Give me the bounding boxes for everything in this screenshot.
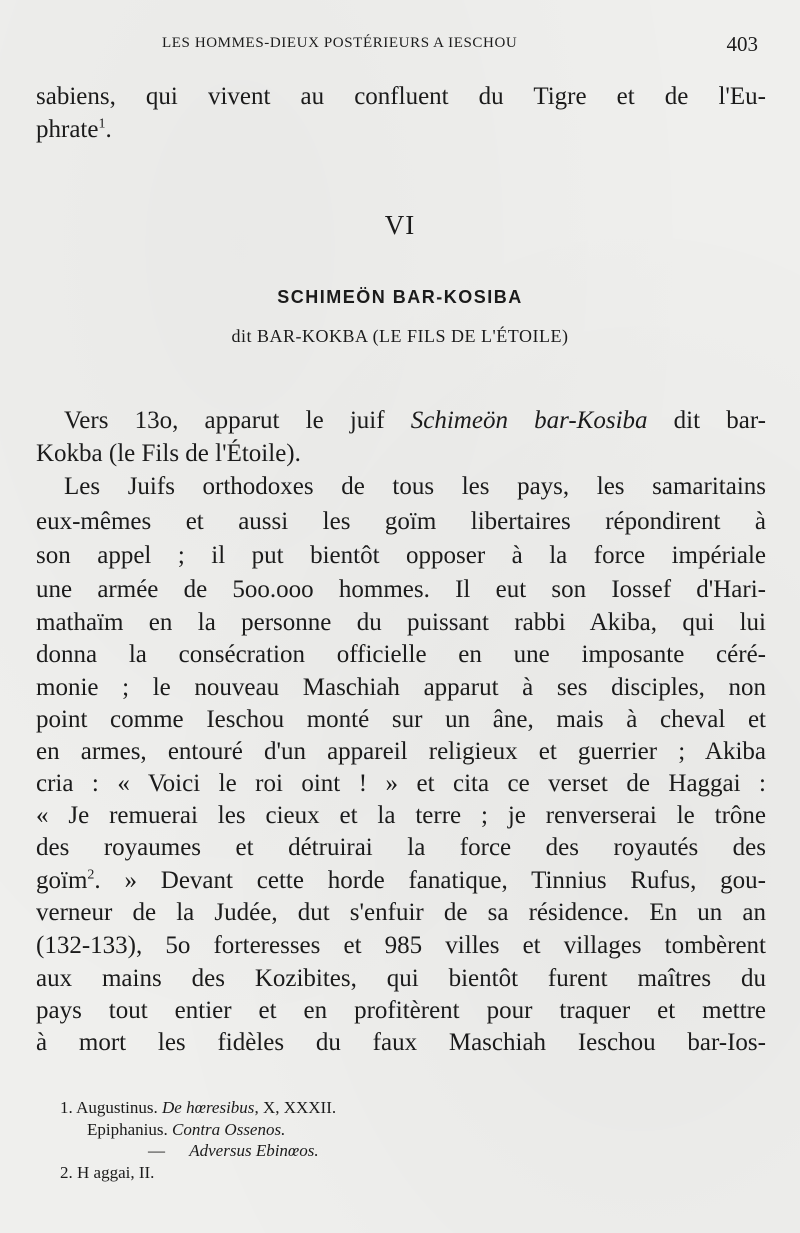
- footnote-reference: , X, XXXII.: [254, 1098, 337, 1117]
- footnote-2: [60, 1162, 154, 1183]
- body-line: [36, 113, 766, 147]
- body-line: une armée de 5oo.ooo hommes. Il eut son Iossef d'Hari-: [36, 576, 766, 603]
- footnote-author: Augustinus.: [76, 1098, 158, 1117]
- body-line: mathaïm en la personne du puissant rabbi Akiba, qui lui: [36, 609, 766, 636]
- body-line: point comme Ieschou monté sur un âne, mais à cheval et: [36, 706, 766, 733]
- footnote-work-title: Contra Ossenos.: [172, 1120, 286, 1139]
- footnote-work-title: De hœresibus: [162, 1098, 255, 1117]
- body-line: des royaumes et détruirai la force des royautés des: [36, 834, 766, 861]
- footnote-number: 2.: [60, 1163, 73, 1182]
- body-line: Kokba (le Fils de l'Étoile).: [36, 440, 301, 467]
- body-text: goïm: [36, 867, 88, 894]
- body-text: .: [105, 116, 112, 143]
- body-line: son appel ; il put bientôt opposer à la force impériale: [36, 542, 766, 569]
- body-line: « Je remuerai les cieux et la terre ; je renverserai le trône: [36, 802, 766, 829]
- footnote-ditto-dash: —: [148, 1141, 165, 1160]
- footnote-1: [60, 1097, 336, 1118]
- body-text: Vers 13o, apparut le juif: [64, 407, 411, 434]
- footnote-author: Epiphanius.: [87, 1120, 168, 1139]
- running-title: LES HOMMES-DIEUX POSTÉRIEURS A IESCHOU: [162, 35, 518, 51]
- body-line: aux mains des Kozibites, qui bientôt furent maîtres du: [36, 965, 766, 992]
- body-line: verneur de la Judée, dut s'enfuir de sa résidence. En un an: [36, 899, 766, 926]
- page-number: 403: [726, 32, 758, 56]
- chapter-title: SCHIMEÖN BAR-KOSIBA: [277, 287, 523, 307]
- footnote-work-title: Adversus Ebinœos.: [189, 1141, 319, 1160]
- body-text: phrate: [36, 116, 99, 143]
- body-line: [64, 404, 766, 438]
- footnote-number: 1.: [60, 1098, 73, 1117]
- running-head: [150, 32, 760, 56]
- body-line: sabiens, qui vivent au confluent du Tigre et de l'Eu-: [36, 83, 766, 110]
- body-line: [36, 864, 766, 898]
- body-line: eux-mêmes et aussi les goïm libertaires répondirent à: [36, 508, 766, 535]
- footnote-text: H aggai, II.: [77, 1163, 155, 1182]
- body-line: monie ; le nouveau Maschiah apparut à ses disciples, non: [36, 674, 766, 701]
- body-line: (132-133), 5o forteresses et 985 villes et villages tombèrent: [36, 932, 766, 959]
- footnote-marker: 1: [98, 116, 106, 132]
- body-line: pays tout entier et en profitèrent pour traquer et mettre: [36, 997, 766, 1024]
- body-line: donna la consécration officielle en une imposante céré-: [36, 641, 766, 668]
- body-line: cria : « Voici le roi oint ! » et cita ce verset de Haggai :: [36, 770, 766, 797]
- emphasized-name: Schimeön bar-Kosiba: [410, 407, 648, 434]
- body-line: à mort les fidèles du faux Maschiah Ieschou bar-Ios-: [36, 1029, 766, 1056]
- chapter-subtitle: dit BAR-KOKBA (LE FILS DE L'ÉTOILE): [231, 326, 569, 346]
- footnote-1-ditto-line: [148, 1140, 319, 1161]
- footnote-marker: 2: [87, 867, 95, 883]
- body-line: Les Juifs orthodoxes de tous les pays, les samaritains: [64, 473, 766, 500]
- body-text: . » Devant cette horde fanatique, Tinnius Rufus, gou-: [94, 867, 766, 894]
- body-text: dit bar-: [647, 407, 766, 434]
- footnote-1-continuation: [87, 1119, 285, 1140]
- section-number: VI: [384, 210, 416, 240]
- body-line: en armes, entouré d'un appareil religieux et guerrier ; Akiba: [36, 738, 766, 765]
